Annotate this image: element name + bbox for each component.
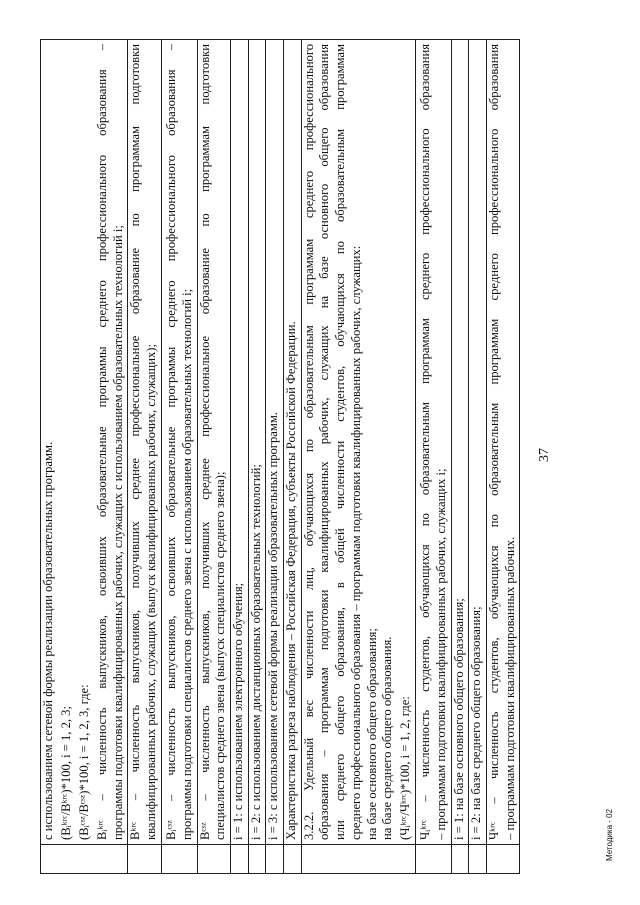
table-row <box>487 40 520 874</box>
table-text-cell <box>451 40 469 845</box>
text-line: Характеристика разреза наблюдения – Российская Федерация, субъекты Российской Федерации. <box>284 321 299 840</box>
table-row <box>161 40 197 874</box>
methodology-table-body <box>41 40 520 874</box>
text-line: i = 2: с использованием дистанционных образовательных технологий; <box>248 464 263 840</box>
text-line: 3.2.2. Удельный вес численности лиц, обучающихся по образовательным программам среднего профессионального <box>301 44 316 840</box>
table-row <box>284 40 302 874</box>
empty-left-cell <box>451 845 469 874</box>
empty-left-cell <box>230 845 248 874</box>
footer-mark: Методика - 02 <box>605 808 614 862</box>
table-row <box>469 40 487 874</box>
table-text-cell <box>230 40 248 845</box>
text-line: квалифицированных рабочих, служащих (выпуск квалифицированных рабочих, служащих); <box>144 344 159 840</box>
table-text-cell <box>487 40 520 845</box>
table-text-cell <box>41 40 128 845</box>
table-row <box>266 40 284 874</box>
table-text-cell <box>415 40 451 845</box>
text-line: Bᵢᵏʳᶜ – численность выпускников, освоивших образовательные программы среднего профессионального образования – <box>94 44 109 840</box>
table-text-cell <box>197 40 230 845</box>
table-text-cell <box>266 40 284 845</box>
table-text-cell <box>128 40 161 845</box>
text-line: на базе среднего общего образования. <box>380 636 395 840</box>
cell-text-block <box>231 44 248 840</box>
cell-text-block <box>266 44 283 840</box>
empty-left-cell <box>128 845 161 874</box>
table-row <box>451 40 469 874</box>
text-line: (Bᵢᵏʳᶜ/Bᵏʳᶜ)*100, i = 1, 2, 3; <box>58 706 73 840</box>
empty-left-cell <box>197 845 230 874</box>
empty-left-cell <box>248 845 266 874</box>
table-row <box>128 40 161 874</box>
text-line: – программам подготовки квалифицированных рабочих. <box>502 536 517 840</box>
text-line: среднего профессионального образования – программам подготовки квалифицированных рабочих, служащих: <box>348 245 363 840</box>
text-line: – программам подготовки квалифицированных рабочих, служащих i; <box>433 468 448 840</box>
text-line: (Чᵢᵏʳᶜ/Чᵏʳᶜ)*100, i = 1, 2, где: <box>397 696 412 840</box>
text-line: Bᶜˢᶻ – численность выпускников, получивших среднее профессиональное образование по программам подготовки <box>197 44 212 840</box>
table-row <box>197 40 230 874</box>
cell-text-block <box>41 44 127 840</box>
cell-text-block <box>249 44 266 840</box>
text-line: i = 2: на базе среднего общего образования; <box>469 606 484 840</box>
text-line: образования – программам подготовки квалифицированных рабочих, служащих на базе основного общего образования <box>317 44 332 840</box>
document-table-region <box>40 39 533 874</box>
text-line: программы подготовки квалифицированных рабочих, служащих с использованием образовательных технологий i; <box>110 225 125 840</box>
table-row <box>301 40 415 874</box>
text-line: с использованием сетевой формы реализации образовательных программ. <box>41 441 55 840</box>
empty-left-cell <box>301 845 415 874</box>
table-text-cell <box>161 40 197 845</box>
text-line: специалистов среднего звена (выпуск специалистов среднего звена); <box>213 471 228 840</box>
table-row <box>230 40 248 874</box>
table-row <box>248 40 266 874</box>
cell-text-block <box>128 44 160 840</box>
cell-text-block <box>198 44 230 840</box>
table-row <box>415 40 451 874</box>
empty-left-cell <box>41 845 128 874</box>
cell-text-block <box>469 44 486 840</box>
cell-text-block <box>302 44 415 840</box>
table-text-cell <box>301 40 415 845</box>
table-text-cell <box>284 40 302 845</box>
empty-left-cell <box>415 845 451 874</box>
cell-text-block <box>487 44 519 840</box>
rotated-table-container <box>40 39 533 874</box>
text-line: Чᵏʳᶜ – численность студентов, обучающихся по образовательным программам среднего профессионального образования <box>487 44 502 840</box>
cell-text-block <box>162 44 197 840</box>
methodology-table <box>40 39 520 874</box>
empty-left-cell <box>284 845 302 874</box>
text-line: (Bᵢᶜˢᶻ/Bᶜˢᶻ)*100, i = 1, 2, 3, где: <box>76 684 91 840</box>
empty-left-cell <box>161 845 197 874</box>
text-line: Bᵏʳᶜ – численность выпускников, получивших среднее профессиональное образование по программам подготовки <box>128 44 143 840</box>
cell-text-block <box>452 44 469 840</box>
text-line: на базе основного общего образования; <box>364 628 379 840</box>
page-number: 37 <box>537 448 552 462</box>
text-line: i = 1: на базе основного общего образования; <box>451 598 466 840</box>
text-line: или среднего общего образования, в общей численности студентов, обучающихся по образовательным программам <box>333 44 348 840</box>
text-line: i = 1: с использованием электронного обучения; <box>230 582 245 840</box>
cell-text-block <box>284 44 301 840</box>
cell-text-block <box>416 44 451 840</box>
empty-left-cell <box>266 845 284 874</box>
table-row <box>41 40 128 874</box>
text-line: Bᵢᶜˢᶻ – численность выпускников, освоивших образовательные программы среднего профессионального образования – <box>163 44 178 840</box>
empty-left-cell <box>469 845 487 874</box>
text-line: программы подготовки специалистов среднего звена с использованием образовательных технологий i; <box>179 288 194 840</box>
empty-left-cell <box>487 845 520 874</box>
table-text-cell <box>248 40 266 845</box>
text-line: Чᵢᵏʳᶜ – численность студентов, обучающихся по образовательным программам среднего профессионального образования <box>417 44 432 840</box>
text-line: i = 3: с использованием сетевой формы реализации образовательных программ. <box>266 412 281 840</box>
table-text-cell <box>469 40 487 845</box>
